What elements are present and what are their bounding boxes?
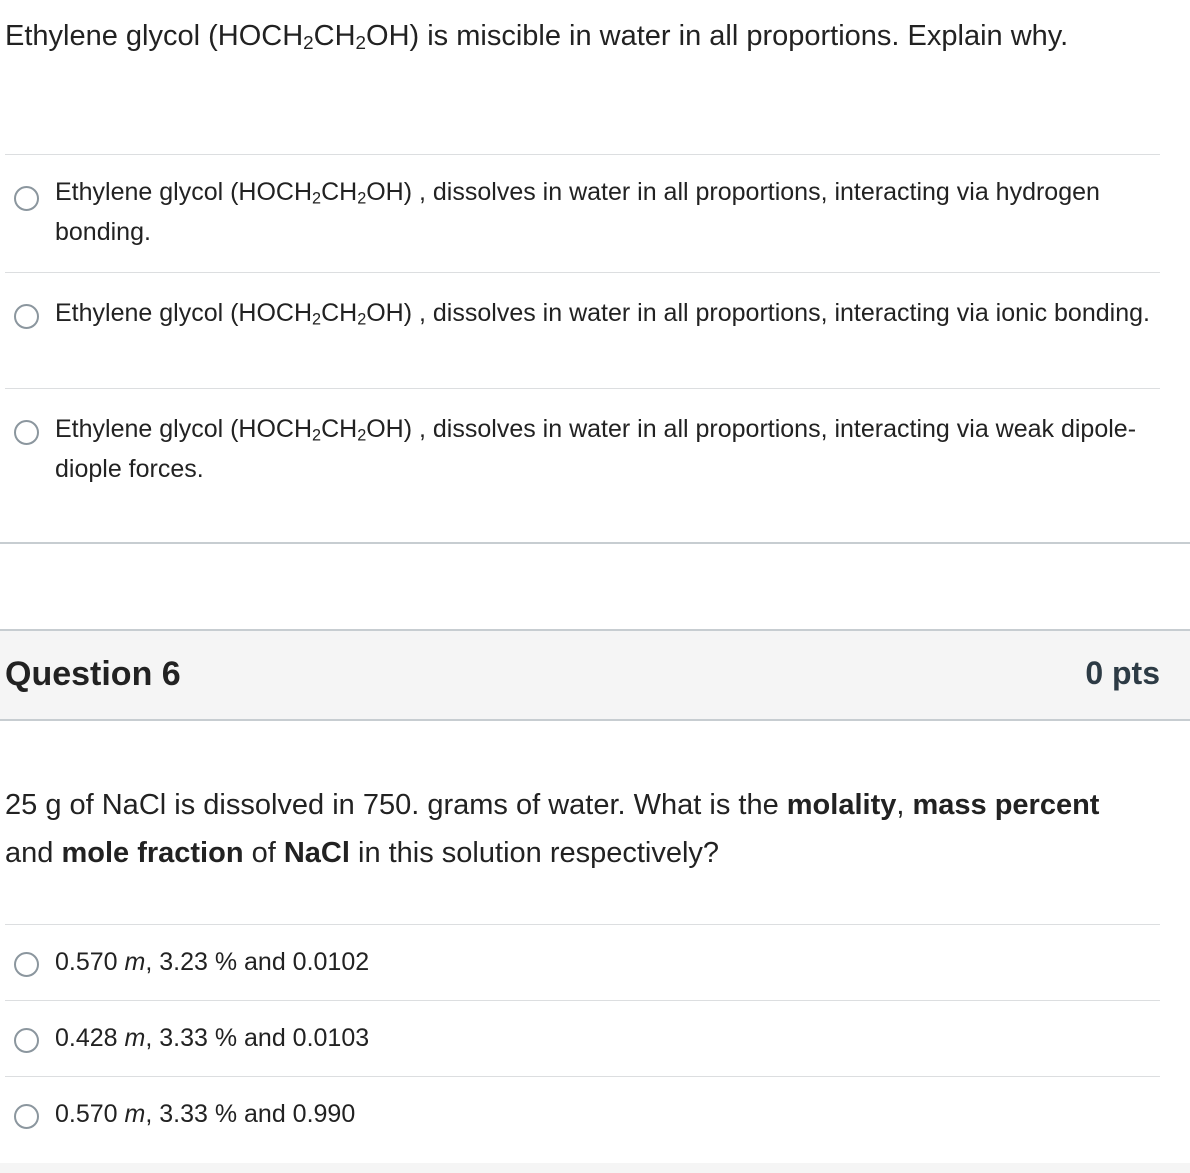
question-6-answers [5, 924, 1160, 1152]
question-6-header [0, 629, 1190, 721]
answer-option[interactable] [5, 1000, 1160, 1076]
question-6-prompt: 25 g of NaCl is dissolved in 750. grams of water. What is the molality, mass percent and mole fraction of NaCl in this solution respectively? [5, 789, 1100, 869]
answer-label: 0.570 m, 3.33 % and 0.990 [55, 1100, 356, 1128]
radio-button[interactable] [14, 420, 39, 445]
question-divider [0, 542, 1190, 544]
question-title: Question 6 [5, 655, 181, 693]
radio-button[interactable] [14, 186, 39, 211]
radio-button[interactable] [14, 952, 39, 977]
page-footer-strip [0, 1163, 1190, 1173]
answer-label: Ethylene glycol $(HOCH_2CH_2OH)$ , dissolves in water in all proportions, interacting via hydrogen bonding. [55, 178, 1100, 246]
question-points: 0 pts [1085, 655, 1160, 691]
radio-button[interactable] [14, 1104, 39, 1129]
answer-option[interactable] [5, 154, 1160, 272]
radio-button[interactable] [14, 304, 39, 329]
answer-option[interactable] [5, 272, 1160, 388]
answer-label: 0.428 m, 3.33 % and 0.0103 [55, 1024, 370, 1052]
answer-option[interactable] [5, 388, 1160, 509]
answer-option[interactable] [5, 1076, 1160, 1152]
answer-label: Ethylene glycol $(HOCH_2CH_2OH)$ , dissolves in water in all proportions, interacting via ionic bonding. [55, 299, 1150, 329]
radio-button[interactable] [14, 1028, 39, 1053]
question-5-prompt: Ethylene glycol $(HOCH_2CH_2OH)$ is miscible in water in all proportions. Explain why. [5, 20, 1069, 54]
answer-label: 0.570 m, 3.23 % and 0.0102 [55, 948, 370, 976]
answer-option[interactable] [5, 924, 1160, 1000]
answer-label: Ethylene glycol $(HOCH_2CH_2OH)$ , dissolves in water in all proportions, interacting via weak dipole-diople forces. [55, 415, 1137, 483]
question-5-answers [5, 154, 1160, 509]
